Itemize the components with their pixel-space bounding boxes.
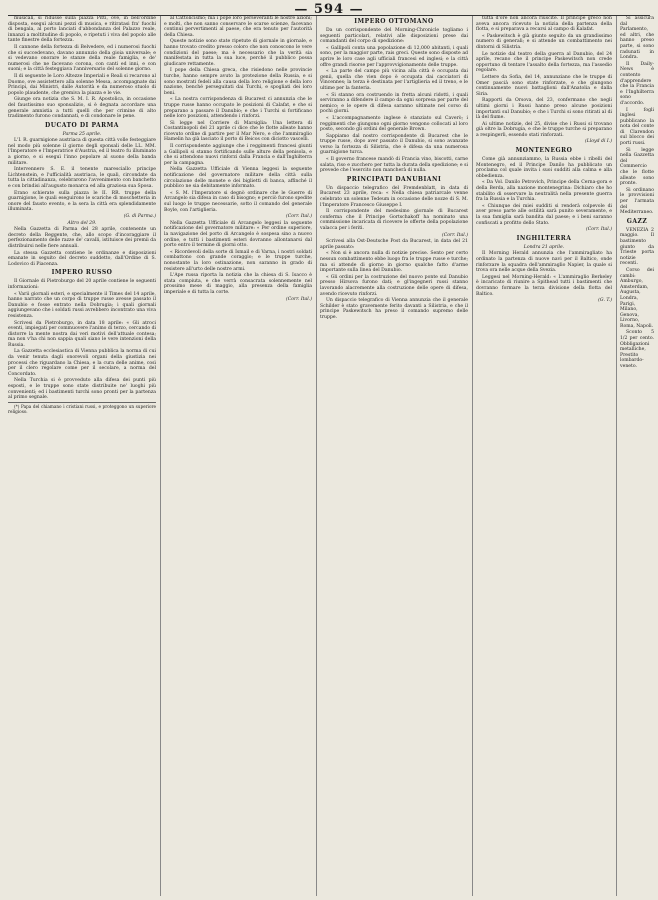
article-paragraph: « Varii giornali esteri, e specialmente il Times del 14 aprile, hanno narrato che un corpo di truppe russe avesse passato il Danubio e fosse entrato nella Dobrugia; i quali giornali aggiungevano che i soldati russi avrebbero incontrato una viva resistenza. bbox=[8, 291, 156, 319]
page-number: — 594 — bbox=[294, 2, 364, 17]
source-attribution: (Corr. Ital.) bbox=[285, 296, 312, 302]
column-3 bbox=[320, 16, 468, 896]
article-paragraph: « Da Vol. Danilo Petrovich, Principe della Cerna-gora e della Berda, alla nazione montenegrina: Dichiaro che ho stabilito di osservare la neutralità nella presente guerra fra la Russia e la Turchia. bbox=[476, 180, 612, 203]
article-paragraph: Scrivesi da Pietroburgo, in data 18 aprile: « Gli atroci eventi, impiegati per commuovere l'animo di terzo, cercando di distorre la mente nostra dai veri motivi dell'attuale contesa; ma non v'ha chi non sappia quali siano le vere intenzioni della Russia. bbox=[8, 320, 156, 348]
column-divider bbox=[472, 16, 473, 896]
article-paragraph: « Ricordevoli della sorte di Ismail e di Varna, i nostri soldati combattono con grande coraggio; e le truppe turche, nonostante la loro ostinazione, non saranno in grado di resistere all'urto delle nostre armi. bbox=[164, 249, 312, 272]
column-5-cropped bbox=[620, 16, 654, 896]
article-paragraph: La stessa Gazzetta contiene le ordinanze e disposizioni emanate in seguito del decreto suddetto, dall'Ordine di S. Lodovico di Piacenza. bbox=[8, 250, 156, 267]
article-paragraph: Erano schierate sulla piazza le II. RR. truppe della guarnigione, le quali eseguirono le scariche di moschetteria in onore del fausto evento, e la sera la città era splendidamente illuminata. bbox=[8, 190, 156, 213]
article-paragraph: Nella Gazzetta Ufficiale di Arcangelo leggesi la seguente notificazione del governatore militare: « Per ordine superiore, la navigazione del porto di Arcangelo è sospesa sino a nuovo ordine, e tutti i bastimenti esteri dovranno allontanarsi dal porto entro il termine di giorni otto. bbox=[164, 220, 312, 249]
source-attribution: (Corr. Ital.) bbox=[441, 232, 468, 238]
article-paragraph: Rapporti da Orsova, del 23, confermano che negli ultimi giorni i Russi hanno preso alcune posizioni importanti sul Danubio; e che i Turchi si sono ritirati al di là del fiume. bbox=[476, 98, 612, 121]
section-heading: DUCATO DI PARMA bbox=[45, 121, 119, 129]
source-attribution: (G. T.) bbox=[598, 298, 612, 304]
article-paragraph: Da un corrispondente del Morning-Chronicle togliamo i seguenti particolari, relativi alle disposizioni prese dai comandanti del corpo di spedizione: bbox=[320, 28, 468, 45]
dateline: Parma 25 aprile. bbox=[62, 131, 102, 137]
article-paragraph: Leggesi nel Morning-Herald: « L'ammiraglio Berkeley è incaricato di riunire a Spithead tutti i bastimenti che dovranno formare la terza divisione della flotta del Baltico. bbox=[476, 274, 612, 297]
article-paragraph: Un dispaccio telegrafico del Fremdenblatt, in data di Bucarest 23 aprile, reca: « Nella chiesa patriarcale venne celebrato un solenne Tedeum in occasione delle nozze di S. M. l'Imperatore Francesco Giuseppe I. bbox=[320, 185, 468, 208]
column-divider bbox=[160, 16, 161, 896]
article-paragraph: « L'accompagnamento inglese è stanziato sul Caverò; i reggimenti che giungono ogni giorno vengono collocati al loro posto, secondo gli ordini del generale Brown. bbox=[320, 115, 468, 133]
source-attribution: (Corr. Ital.) bbox=[585, 227, 612, 233]
column-2 bbox=[164, 16, 312, 896]
article-paragraph: Il corrispondente aggiunge che i reggimenti francesi giunti a Gallipoli si stanno fortificando sulle alture della penisola, e che si attendono nuovi rinforzi dalla Francia e dall'Inghilterra per la campagna. bbox=[164, 144, 312, 166]
article-paragraph: Si legge nella Gazzetta del Commercio che le flotte alleate sono pronte. bbox=[620, 147, 654, 187]
article-paragraph: « Si stanno ora costruendo in fretta alcuni ridotti, i quali serviranno a difendere il campo da ogni sorpresa per parte del nemico; e le opere di difesa saranno ultimate nel corso di pochi giorni. bbox=[320, 92, 468, 115]
article-paragraph: « Chiunque dei miei sudditi si renderà colpevole di aver preso parte alle ostilità sarà punito severamente, e la sua famiglia sarà bandita dal paese; e i beni saranno confiscati a profitto dello Stato. bbox=[476, 203, 612, 226]
article-paragraph: « Gli ordini per la costruzione del nuovo ponte sul Danubio presso Hirsova furono dati; e gl'ingegneri russi stanno lavorando alacremente alla costruzione delle opere di difesa, avendo ricevuto rinforzi. bbox=[320, 274, 468, 297]
article-paragraph: Nella Gazzetta di Parma del 28 aprile, contenente un decreto della Reggente, che, allo scopo d'incoraggiare il perfezionamento delle razze de' cavalli, istituisce dei premii da distribuirsi nelle fiere annuali. bbox=[8, 227, 156, 249]
article-paragraph: Intervennero S. E. il tenente maresciallo principe Lichtenstein, e l'ufficialità austriaca, le quali, circondate da tutta la cittadinanza, celebrarono l'avvenimento con banchetto e con brindisi all'augusto monarca ed alla graziosa sua Sposa. bbox=[8, 167, 156, 190]
article-paragraph: Si ordinano le provvisioni per l'armata del Mediterraneo. bbox=[620, 187, 654, 216]
article-paragraph: tutta d'ore non ancora riuscite. Il principe greco non aveva ancora ricevuto la notizia della partenza della flotta, e si preparava a recarsi al campo di Kalafat. bbox=[476, 16, 612, 33]
article-paragraph: VENEZIA 2 maggio. Il bastimento giunto da Trieste porta notizie recenti. bbox=[620, 227, 654, 267]
section-heading: IMPERO OTTOMANO bbox=[354, 18, 434, 25]
article-paragraph: Corso dei cambi: Amburgo, Amsterdam, Augusta, Londra, Parigi, Milano, Genova, Livorno, Roma, Napoli. bbox=[620, 267, 654, 329]
article-paragraph: Il Morning Herald annunzia che l'ammiragliato ha ordinato la partenza di nuove navi per il Baltico, onde rinforzare la squadra dell'ammiraglio Napier, la quale si trova ora nelle acque della Svezia. bbox=[476, 251, 612, 274]
article-paragraph: « La parte del campo più vicina alla città è occupata dai genii, quella che vien dopo è occupata dai cacciatori di Vincennes; la terza è destinata per l'artiglieria ed il treno, e le ultime per la fanteria. bbox=[320, 69, 468, 91]
article-paragraph: « Paskewitsch è già giunto seguito da un grandissimo numero di generali; e si attende un combattimento nei dintorni di Silistria. bbox=[476, 33, 612, 50]
article-paragraph: Le notizie dal teatro della guerra al Danubio, del 24 aprile, recano che il principe Paskewitsch non crede opportuno di tentare l'assalto della fortezza, ma l'assedio regolare. bbox=[476, 51, 612, 74]
article-paragraph: « S. M. l'Imperatore si degnò ordinare che le Guerre di Arcangelo sia difesa in caso di bisogno; e perciò furono spedite sul luogo le truppe necessarie, sotto il comando del generale Boyle, con l'artiglieria. bbox=[164, 190, 312, 213]
article-paragraph: I fogli inglesi pubblicano la nota del conte di Clarendon sul blocco dei porti russi. bbox=[620, 107, 654, 147]
section-heading: PRINCIPATI DANUBIANI bbox=[346, 175, 442, 183]
section-heading: MONTENEGRO bbox=[515, 147, 573, 155]
article-paragraph: Giunge ora notizia che S. M. I. R. Apostolica, in occasione del faustissimo suo sponsalizio, si è degnata accordare una generale amnistia a tutti quelli che per crimine di alto tradimento furono condannati, e di condonare le pene. bbox=[8, 97, 156, 120]
article-paragraph: al Cattolicismo; ma i pope loro perseveranti le nostre azioni; e molti, che non sanno conservare le scarse scienze, facevano continui pervertimenti al paese, che era tenuto per l'autorità della Chiesa. bbox=[164, 16, 312, 38]
article-paragraph: Ai ultime notizie, del 25, divise che i Russi si trovano già oltre la Dobrugia, e che le truppe turche si preparano a respingerli, essendo stati rinforzati. bbox=[476, 121, 612, 138]
column-divider bbox=[616, 16, 617, 896]
article-paragraph: Lettere da Sofia, del 14, annunziano che le truppe di Omer pascià sono state rinforzate, e che giungono continuamente nuovi battaglioni dall'Anatolia e dalla Siria. bbox=[476, 74, 612, 97]
article-paragraph: Si assicura dal Parlamento, ed altri, che hanno preso parte, si sono radunati in Londra. bbox=[620, 16, 654, 61]
source-attribution: (Corr. Ital.) bbox=[285, 214, 312, 220]
article-paragraph: Scrivesi alla Ost-Deutsche Post da Bucarest, in data del 21 aprile passato: bbox=[320, 239, 468, 250]
section-heading: INGHILTERRA bbox=[516, 234, 572, 242]
article-paragraph: Il di seguente le Loro Altezze Imperiali e Reali si recarono al Duomo, ove assistettero alla solenne Messa, accompagnate dai Principi, dai Ministri, dalle Autorità e da numeroso stuolo di popolo plaudente, che gremiva la piazza e le vie. bbox=[8, 73, 156, 96]
article-paragraph: « La nostra corrispondenza di Bucarest ci annunzia che le truppe russe hanno occupato le posizioni di Calafat, e che si preparano a passare il Danubio; e che i Turchi si fortificano nelle loro posizioni, attendendo i rinforzi. bbox=[164, 97, 312, 120]
column-divider bbox=[316, 16, 317, 896]
article-paragraph: Sconto 5 1/2 per cento. Obbligazioni metalliche, Prestito lombardo-veneto. bbox=[620, 330, 654, 370]
article-paragraph: Sappiamo dal nostro corrispondente di Bucarest che le truppe russe, dopo aver passato il Danubio, si sono avanzate verso la fortezza di Silistria, che è difesa da una numerosa guarnigione turca. bbox=[320, 133, 468, 156]
article-paragraph: Nella Turchia si è provveduto alla difesa dei punti più esposti, e le truppe sono state distribuite ne' luoghi più convenienti; ed i bastimenti turchi sono pronti per la partenza al primo segnale. bbox=[8, 378, 156, 401]
article-paragraph: Queste notizie sono state ripetute di giornale in giornale, e hanno trovato credito presso coloro che non conoscono le vere condizioni del paese; ma è necessario che la verità sia manifestata in tutta la sua luce, perché il pubblico possa giudicare rettamente. bbox=[164, 39, 312, 67]
article-paragraph: L'I. R. guarnigione austriaca di questa città volle festeggiare nel modo più solenne il giorno degli sponsali delle LL. MM. l'Imperatore e l'Imperatrice d'Austria, ed il teatro fu illuminato a giorno, e si eseguì l'inno popolare al suono della banda militare. bbox=[8, 138, 156, 166]
dateline: Altro del 29. bbox=[67, 220, 97, 226]
article-paragraph: « Il governo francese mandò di Francia vino, biscotti, carne salata, riso e zucchero per tutta la durata della spedizione; e si prevede che l'esercito non mancherà di nulla. bbox=[320, 157, 468, 174]
article-paragraph: « Gallipoli conta una popolazione di 12,000 abitanti, i quali sono, per la maggior parte, rais greci. Queste sono disposte ad aprire le loro case agli ufficiali francesi ed inglesi; e la città offre grandi risorse per l'approvvigionamento delle truppe. bbox=[320, 45, 468, 68]
article-paragraph: Come già annunziammo, la Russia ebbe i ribelli del Montenegro, ed il Principe Danilo ha pubblicato un proclama col quale invita i suoi sudditi alla calma e alla obbedienza. bbox=[476, 157, 612, 179]
article-paragraph: La Gazzetta ecclesiastica di Vienna pubblica la norma di cui da venir tenuta dagli onorevoli organi della giustizia nei processi che riguardano la Chiesa, e la cura delle anime, così per il clero regolare come per il secolare, a norma del Concordato. bbox=[8, 349, 156, 377]
article-paragraph: L'Ape russa riporta la notizia che la chiesa di S. Isacco è stata compiuta, e che verrà consacrata solennemente nel prossimo mese di maggio, alla presenza della famiglia imperiale e di tutta la corte. bbox=[164, 273, 312, 295]
source-attribution: (Lloyd di I.) bbox=[584, 139, 612, 145]
footnote: (*) Papa del chiamano i cristiani russi, e proteggono un superiore religioso. bbox=[8, 403, 156, 414]
article-paragraph: Si legge nel Corriere di Marsiglia: Una lettera di Costantinopoli del 21 aprile ci dice che le flotte alleate hanno ricevuto ordine di partire per il Mar Nero, e che l'ammiraglio Hamelin ha già lasciato il porto di Beicos con diciotto vascelli. bbox=[164, 120, 312, 143]
article-paragraph: Il cannone della fortezza di Belvedere, ed i numerosi fuochi che si succedevano, davano annunzio della gioia universale; e si vedevano onorare le stanze della reale famiglia, e de' numerosi che ne facevano corona, con canti ed inni, e con suoni; e la città festeggiava l'anniversario del solenne giorno. bbox=[8, 44, 156, 73]
column-1 bbox=[8, 16, 156, 896]
section-heading: GAZZ bbox=[626, 217, 648, 225]
article-paragraph: musicali, si ridusse sulla piazza Pitti, ove, in bell'ordine disposta, eseguì alcuni pezzi di musica, e ritiratasi fra' fuochi di bengala, al porto lanciati d'abbondanza del Palazzo reale, innanzi a moltitudine di popolo, e ripetuti i viva del popolo alle tante finestre della fortezza. bbox=[8, 16, 156, 44]
article-paragraph: « Non si è ancora nulla di notizie precise. Sento per certo nessun combattimento ebbe luogo fra le truppe russe e turche; ma si attende di giorno in giorno qualche fatto d'arme importante sulla linea del Danubio. bbox=[320, 251, 468, 274]
column-4 bbox=[476, 16, 612, 896]
source-attribution: (G. di Parma.) bbox=[123, 214, 156, 219]
article-paragraph: Il Giornale di Pietroburgo del 20 aprile contiene le seguenti informazioni: bbox=[8, 279, 156, 290]
article-paragraph: Il corrispondente del medesimo giornale di Bucarest conferma che il Principe Gortschakoff ha nominato una commissione incaricata di ricevere le offerte della popolazione valacca per i feriti. bbox=[320, 209, 468, 231]
article-paragraph: Il Daily-News è contento d'apprendere che la Francia e l'Inghilterra sono d'accordo. bbox=[620, 61, 654, 106]
dateline: Londra 21 aprile. bbox=[523, 244, 565, 250]
article-paragraph: I pope della Chiesa greca, che risiedono nelle provincie turche, hanno sempre avuto la protezione della Russia, e si sono mostrati fedeli alla causa della loro religione e della loro nazione, benché perseguitati dai Turchi, e spogliati dei loro beni. bbox=[164, 68, 312, 96]
article-paragraph: Nella Gazzetta Ufficiale di Vienna leggesi la seguente notificazione del governatore militare della città sulla circolazione delle monete e dei biglietti di banca, affinché il pubblico ne sia debitamente informato. bbox=[164, 167, 312, 190]
article-paragraph: Un dispaccio telegrafico di Vienna annunzia che il generale Schilder è stato gravemente ferito davanti a Silistria, e che il principe Paskewitsch ha preso il comando supremo delle truppe. bbox=[320, 298, 468, 320]
section-heading: IMPERO RUSSO bbox=[51, 269, 113, 277]
